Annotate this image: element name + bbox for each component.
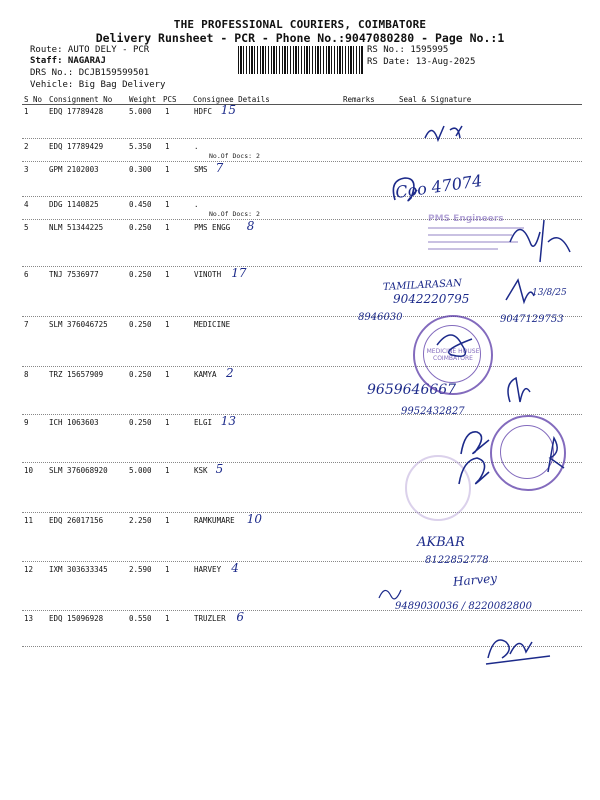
signature-7: [432, 325, 477, 365]
row-10-handwritten-count: 5: [215, 462, 224, 476]
row-divider: [22, 316, 582, 317]
row-8-pcs: 1: [165, 370, 170, 379]
col-pcs: PCS: [163, 95, 177, 104]
drs-number: DRS No.: DCJB159599501: [30, 68, 150, 78]
barcode: [238, 46, 363, 74]
row-4-consignee: .: [194, 200, 199, 209]
row-13-consignment: EDQ 15096928: [49, 614, 104, 623]
row-8-sno: 8: [24, 370, 29, 379]
row-4-docs-note: No.Of Docs: 2: [209, 210, 260, 218]
handwriting-6a: TAMILARASAN: [382, 277, 463, 294]
row-11-pcs: 1: [165, 516, 170, 525]
row-13-sno: 13: [24, 614, 34, 623]
signature-8: [500, 372, 535, 407]
row-3-pcs: 1: [165, 165, 170, 174]
row-2-weight: 5.350: [129, 142, 152, 151]
row-3-sno: 3: [24, 165, 29, 174]
row-2-pcs: 1: [165, 142, 170, 151]
row-3-weight: 0.300: [129, 165, 152, 174]
row-4-sno: 4: [24, 200, 29, 209]
handwriting-9: 9952432827: [401, 406, 465, 417]
col-sno: S No: [24, 95, 43, 104]
row-divider: [22, 161, 582, 162]
row-divider: [22, 138, 582, 139]
signature-3: [387, 170, 427, 210]
row-5-handwritten-count: 8: [246, 219, 255, 233]
row-divider: [22, 366, 582, 367]
row-9-handwritten-count: 13: [220, 414, 237, 428]
handwriting-7a: 8946030: [358, 312, 403, 323]
row-3-consignee: SMS: [194, 165, 208, 174]
row-12-pcs: 1: [165, 565, 170, 574]
row-1-sno: 1: [24, 107, 29, 116]
row-7-consignment: SLM 376046725: [49, 320, 108, 329]
row-8-handwritten-count: 2: [226, 366, 234, 380]
handwriting-8: 9659646667: [367, 382, 457, 398]
signature-10b: [453, 450, 498, 495]
rs-date: RS Date: 13-Aug-2025: [367, 57, 476, 67]
row-12-sno: 12: [24, 565, 34, 574]
row-5-consignee: PMS ENGG: [194, 223, 231, 232]
row-12-consignment: IXM 303633345: [49, 565, 108, 574]
row-7-consignee: MEDICINE: [194, 320, 231, 329]
staff: Staff: NAGARAJ: [30, 56, 106, 66]
row-8-weight: 0.250: [129, 370, 152, 379]
row-divider: [22, 414, 582, 415]
pms-engineers-stamp-text: PMS Engineers: [428, 214, 504, 224]
company-name: THE PROFESSIONAL COURIERS, COIMBATORE: [173, 18, 427, 31]
row-10-consignee: KSK: [194, 466, 208, 475]
row-10-pcs: 1: [165, 466, 170, 475]
signature-10: [540, 432, 570, 477]
row-1-consignee: HDFC: [194, 107, 213, 116]
row-3-consignment: GPM 2102003: [49, 165, 99, 174]
handwriting-11b: 8122852778: [425, 555, 489, 566]
row-6-consignee: VINOTH: [194, 270, 222, 279]
rs-number: RS No.: 1595995: [367, 45, 449, 55]
row-9-weight: 0.250: [129, 418, 152, 427]
row-1-weight: 5.000: [129, 107, 152, 116]
row-12-weight: 2.590: [129, 565, 152, 574]
row-7-weight: 0.250: [129, 320, 152, 329]
col-weight: Weight: [129, 95, 157, 104]
row-11-consignment: EDQ 26017156: [49, 516, 104, 525]
row-2-consignment: EDQ 17789429: [49, 142, 104, 151]
row-3-handwritten-count: 7: [215, 161, 224, 175]
row-1-pcs: 1: [165, 107, 170, 116]
runsheet-title: Delivery Runsheet - PCR - Phone No.:9047080280 - Page No.:1: [95, 31, 505, 45]
row-6-sno: 6: [24, 270, 29, 279]
row-10-sno: 10: [24, 466, 34, 475]
row-5-sno: 5: [24, 223, 29, 232]
row-13-pcs: 1: [165, 614, 170, 623]
row-12-handwritten-count: 4: [231, 561, 239, 575]
row-5-pcs: 1: [165, 223, 170, 232]
row-2-docs-note: No.Of Docs: 2: [209, 152, 260, 160]
row-5-consignment: NLM 51344225: [49, 223, 104, 232]
route: Route: AUTO DELY - PCR: [30, 45, 150, 55]
row-4-weight: 0.450: [129, 200, 152, 209]
row-4-pcs: 1: [165, 200, 170, 209]
col-remarks: Remarks: [343, 95, 375, 104]
col-consignee: Consignee Details: [193, 95, 270, 104]
signature-6: [500, 276, 540, 306]
row-9-consignment: ICH 1063603: [49, 418, 99, 427]
handwriting-7b: 9047129753: [500, 314, 564, 325]
row-9-sno: 9: [24, 418, 29, 427]
row-1-handwritten-count: 15: [220, 103, 237, 117]
row-13-weight: 0.550: [129, 614, 152, 623]
handwriting-12b: 9489030036 / 8220082800: [395, 601, 532, 612]
row-1-consignment: EDQ 17789428: [49, 107, 104, 116]
row-2-sno: 2: [24, 142, 29, 151]
row-8-consignment: TRZ 15657909: [49, 370, 104, 379]
handwriting-11: AKBAR: [417, 535, 465, 550]
row-divider: [22, 196, 582, 197]
row-divider: [22, 512, 582, 513]
row-13-consignee: TRUZLER: [194, 614, 226, 623]
row-10-weight: 5.000: [129, 466, 152, 475]
row-2-consignee: .: [194, 142, 199, 151]
handwriting-3: Coo 47074: [394, 171, 484, 202]
row-7-sno: 7: [24, 320, 29, 329]
row-6-handwritten-count: 17: [231, 266, 247, 280]
signature-5: [500, 212, 580, 267]
row-11-consignee: RAMKUMARE: [194, 516, 235, 525]
row-divider: [22, 561, 582, 562]
handwriting-12a: Harvey: [452, 571, 498, 589]
header-rule: [22, 104, 582, 105]
row-11-handwritten-count: 10: [246, 512, 263, 526]
signature-13: [480, 628, 555, 668]
row-9-pcs: 1: [165, 418, 170, 427]
row-5-weight: 0.250: [129, 223, 152, 232]
row-13-handwritten-count: 6: [236, 610, 245, 624]
row-9-consignee: ELGI: [194, 418, 213, 427]
signature-12: [375, 580, 405, 605]
row-6-consignment: TNJ 7536977: [49, 270, 99, 279]
row-6-pcs: 1: [165, 270, 170, 279]
row-8-consignee: KAMYA: [194, 370, 217, 379]
row-10-consignment: SLM 376068920: [49, 466, 108, 475]
medicine-house-stamp-text: MEDICINE HOUSE COIMBATORE: [426, 348, 480, 362]
signature-1: [420, 118, 470, 148]
col-consignment: Consignment No: [49, 95, 113, 104]
row-11-sno: 11: [24, 516, 34, 525]
row-12-consignee: HARVEY: [194, 565, 222, 574]
row-11-weight: 2.250: [129, 516, 152, 525]
vehicle: Vehicle: Big Bag Delivery: [30, 80, 166, 90]
row-6-weight: 0.250: [129, 270, 152, 279]
handwriting-6c: 13/8/25: [532, 288, 567, 298]
row-4-consignment: DDG 1140825: [49, 200, 99, 209]
handwriting-6b: 9042220795: [393, 292, 470, 306]
row-7-pcs: 1: [165, 320, 170, 329]
col-signature: Seal & Signature: [399, 95, 472, 104]
